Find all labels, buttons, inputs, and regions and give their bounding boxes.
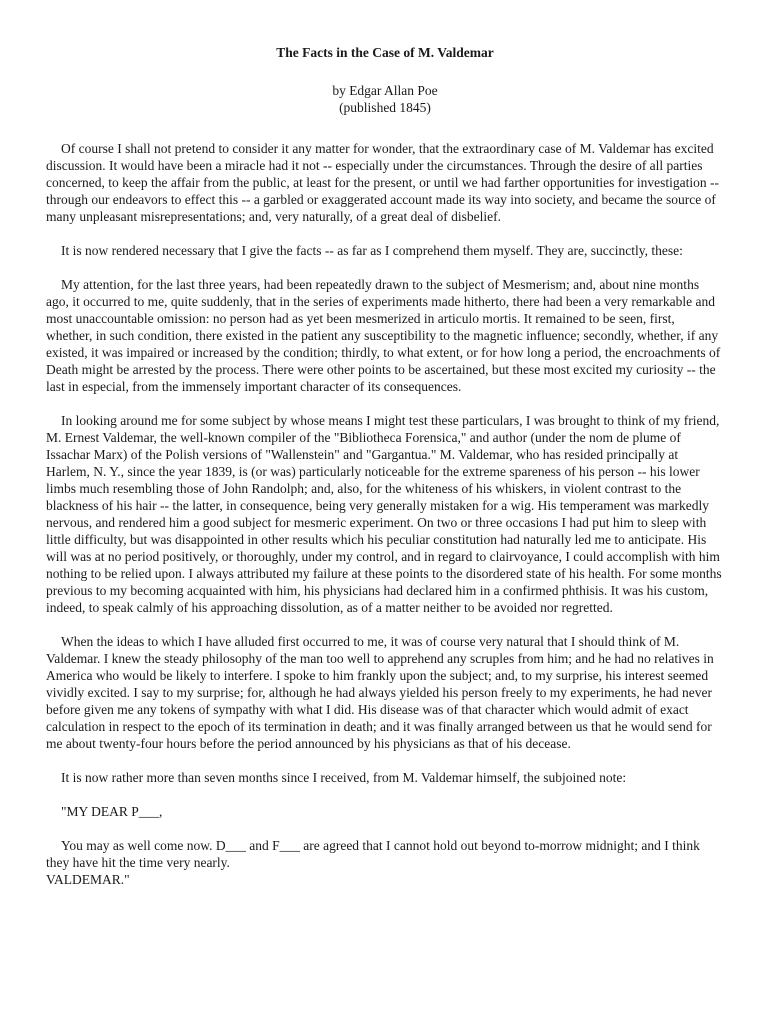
note-body: You may as well come now. D___ and F___ are agreed that I cannot hold out beyond to-morrow midnight; and I think they have hit the time very nearly.	[46, 838, 700, 870]
paragraph: When the ideas to which I have alluded first occurred to me, it was of course very natural that I should think of M. Valdemar. I knew the steady philosophy of the man too well to apprehend any scruples from him; and he had no relatives in America who would be likely to interfere. I spoke to him frankly upon the subject; and, to my surprise, his interest seemed vividly excited. I say to my surprise; for, although he had always yielded his person freely to my experiments, he had never before given me any tokens of sympathy with what I did. His disease was of that character which would admit of exact calculation in respect to the epoch of its termination in death; and it was finally arranged between us that he would send for me about twenty-four hours before the period announced by his physicians as that of his decease.	[46, 634, 714, 751]
note-salutation: "MY DEAR P___,	[61, 804, 163, 819]
document-title: The Facts in the Case of M. Valdemar	[276, 45, 494, 60]
author-line: by Edgar Allan Poe	[332, 83, 438, 98]
note-signature: VALDEMAR."	[46, 872, 130, 887]
paragraph: It is now rendered necessary that I give the facts -- as far as I comprehend them myself. They are, succinctly, these:	[61, 243, 683, 258]
paragraph: It is now rather more than seven months since I received, from M. Valdemar himself, the subjoined note:	[61, 770, 627, 785]
paragraph: My attention, for the last three years, had been repeatedly drawn to the subject of Mesmerism; and, about nine months ago, it occurred to me, quite suddenly, that in the series of experiments made hitherto, there had been a very remarkable and most unaccountable omission: no person had as yet been mesmerized in articulo mortis. It remained to be seen, first, whether, in such condition, there existed in the patient any susceptibility to the magnetic influence; secondly, whether, if any existed, it was impaired or increased by the condition; thirdly, to what extent, or for how long a period, the encroachments of Death might be arrested by the process. There were other points to be ascertained, but these most excited my curiosity -- the last in especial, from the immensely important character of its consequences.	[46, 277, 721, 394]
paragraph: Of course I shall not pretend to consider it any matter for wonder, that the extraordinary case of M. Valdemar has excited discussion. It would have been a miracle had it not -- especially under the circumstances. Through the desire of all parties concerned, to keep the affair from the public, at least for the present, or until we had farther opportunities for investigation -- through our endeavors to effect this -- a garbled or exaggerated account made its way into society, and became the source of many unpleasant misrepresentations; and, very naturally, of a great deal of disbelief.	[46, 141, 720, 224]
published-line: (published 1845)	[339, 100, 431, 115]
body-text	[46, 140, 724, 888]
paragraph: In looking around me for some subject by whose means I might test these particulars, I was brought to think of my friend, M. Ernest Valdemar, the well-known compiler of the "Bibliotheca Forensica," and author (under the nom de plume of Issachar Marx) of the Polish versions of "Wallenstein" and "Gargantua." M. Valdemar, who has resided principally at Harlem, N. Y., since the year 1839, is (or was) particularly noticeable for the extreme spareness of his person -- his lower limbs much resembling those of John Randolph; and, also, for the whiteness of his whiskers, in violent contrast to the blackness of his hair -- the latter, in consequence, being very generally mistaken for a wig. His temperament was markedly nervous, and rendered him a good subject for mesmeric experiment. On two or three occasions I had put him to sleep with little difficulty, but was disappointed in other results which his peculiar constitution had naturally led me to anticipate. His will was at no period positively, or thoroughly, under my control, and in regard to clairvoyance, I could accomplish with him nothing to be relied upon. I always attributed my failure at these points to the disordered state of his health. For some months previous to my becoming acquainted with him, his physicians had declared him in a confirmed phthisis. It was his custom, indeed, to speak calmly of his approaching dissolution, as of a matter neither to be avoided nor regretted.	[46, 413, 722, 615]
byline	[46, 82, 724, 116]
